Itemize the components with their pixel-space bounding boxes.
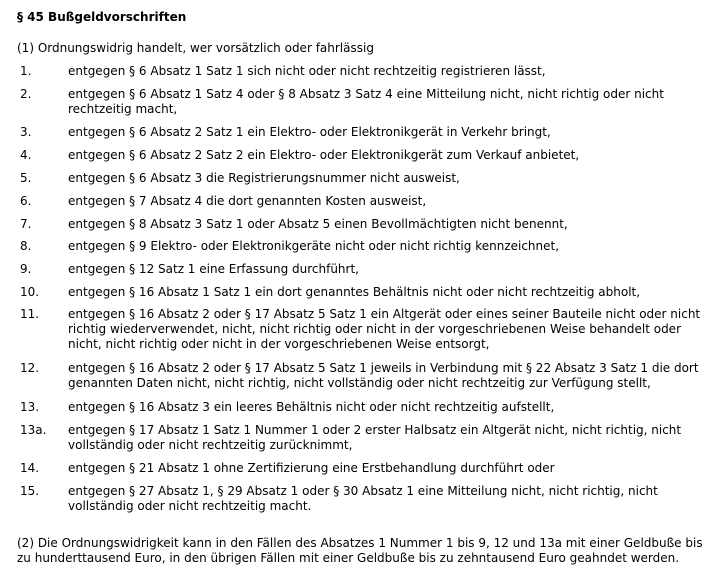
item-text: entgegen § 21 Absatz 1 ohne Zertifizierung eine Erstbehandlung durchführt oder [68,461,555,475]
item-number: 6. [20,194,32,208]
item-number: 7. [20,217,32,231]
item-text: entgegen § 12 Satz 1 eine Erfassung durchführt, [68,262,359,276]
item-number: 15. [20,484,40,498]
item-text: entgegen § 16 Absatz 2 oder § 17 Absatz 5 Satz 1 ein Altgerät oder eines seiner Bauteile nicht oder nicht richtig wiederverwendet, nicht, nicht richtig oder nicht in der vorgeschriebenen Weise behandelt oder nicht, nicht richtig oder nicht in der vorgeschriebenen Weise entsorgt, [68,307,701,351]
item-text: entgegen § 6 Absatz 2 Satz 1 ein Elektro- oder Elektronikgerät in Verkehr bringt, [68,125,551,139]
item-text: entgegen § 16 Absatz 1 Satz 1 ein dort genanntes Behältnis nicht oder nicht rechtzeitig abholt, [68,285,641,299]
item-number: 10. [20,285,40,299]
item-text: entgegen § 16 Absatz 2 oder § 17 Absatz 5 Satz 1 jeweils in Verbindung mit § 22 Absatz 3 Satz 1 die dort genannten Daten nicht, nicht richtig, nicht vollständig oder nicht rechtzeitig zur Verfügung stellt, [68,361,699,390]
item-number: 4. [20,148,32,162]
item-text: entgegen § 16 Absatz 3 ein leeres Behältnis nicht oder nicht rechtzeitig aufstellt, [68,400,555,414]
paragraph-2: (2) Die Ordnungswidrigkeit kann in den Fällen des Absatzes 1 Nummer 1 bis 9, 12 und 13a mit einer Geldbuße bis zu hunderttausend Euro, in den übrigen Fällen mit einer Geldbuße bis zu zehntausend Euro geahndet werden. [17,536,703,565]
item-number: 13a. [20,423,47,437]
item-number: 9. [20,262,32,276]
item-text: entgegen § 9 Elektro- oder Elektronikgeräte nicht oder nicht richtig kennzeichnet, [68,239,560,253]
item-number: 1. [20,64,32,78]
item-text: entgegen § 8 Absatz 3 Satz 1 oder Absatz 5 einen Bevollmächtigten nicht benennt, [68,217,568,231]
item-text: entgegen § 27 Absatz 1, § 29 Absatz 1 oder § 30 Absatz 1 eine Mitteilung nicht, nicht richtig, nicht vollständig oder nicht rechtzeitig macht. [68,484,658,513]
item-text: entgegen § 6 Absatz 3 die Registrierungsnummer nicht ausweist, [68,171,460,185]
item-number: 8. [20,239,32,253]
paragraph-1-intro: (1) Ordnungswidrig handelt, wer vorsätzlich oder fahrlässig [17,41,374,55]
item-text: entgegen § 7 Absatz 4 die dort genannten Kosten ausweist, [68,194,427,208]
item-text: entgegen § 17 Absatz 1 Satz 1 Nummer 1 oder 2 erster Halbsatz ein Altgerät nicht, nicht richtig, nicht vollständig oder nicht rechtzeitig zurücknimmt, [68,423,682,452]
item-text: entgegen § 6 Absatz 1 Satz 4 oder § 8 Absatz 3 Satz 4 eine Mitteilung nicht, nicht richtig oder nicht rechtzeitig macht, [68,87,664,116]
item-number: 3. [20,125,32,139]
item-number: 11. [20,307,40,321]
item-number: 5. [20,171,32,185]
item-number: 14. [20,461,40,475]
item-number: 13. [20,400,40,414]
item-text: entgegen § 6 Absatz 2 Satz 2 ein Elektro- oder Elektronikgerät zum Verkauf anbietet, [68,148,580,162]
item-number: 2. [20,87,32,101]
item-number: 12. [20,361,40,375]
item-text: entgegen § 6 Absatz 1 Satz 1 sich nicht oder nicht rechtzeitig registrieren lässt, [68,64,546,78]
section-heading: § 45 Bußgeldvorschriften [17,10,187,24]
